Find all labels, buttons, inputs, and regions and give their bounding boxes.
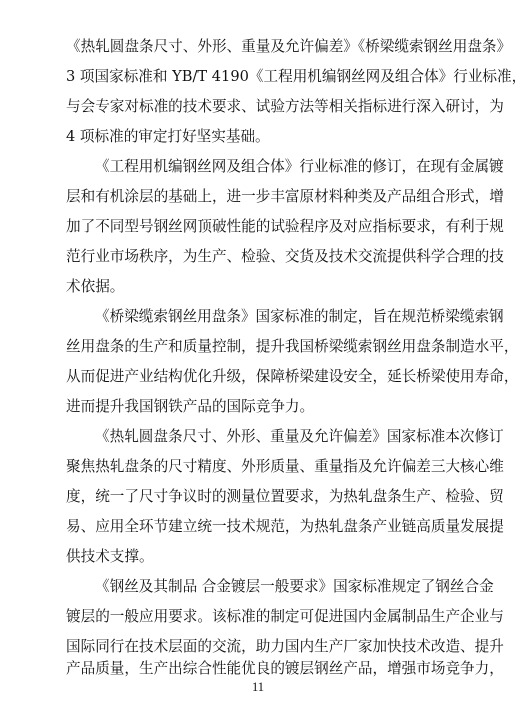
- text-line: 加了不同型号钢丝网顶破性能的试验程序及对应指标要求，有利于规: [66, 218, 504, 235]
- paragraph-first-line: 《钢丝及其制品 合金镀层一般要求》国家标准规定了钢丝合金: [95, 578, 494, 595]
- text-line: 进而提升我国钢铁产品的国际竞争力。: [66, 398, 315, 415]
- text-line: 与会专家对标准的技术要求、试验方法等相关指标进行深入研讨，为: [66, 98, 504, 115]
- text-line: 镀层的一般应用要求。该标准的制定可促进国内金属制品生产企业与: [66, 608, 504, 625]
- page-number: 11: [251, 680, 265, 694]
- paragraph-first-line: 《工程用机编钢丝网及组合体》行业标准的修订，在现有金属镀: [95, 158, 504, 175]
- text-line: 3 项国家标准和 YB/T 4190《工程用机编钢丝网及组合体》行业标准，: [66, 68, 526, 85]
- text-line: 范行业市场秩序，为生产、检验、交货及技术交流提供科学合理的技: [66, 248, 504, 265]
- text-line: 聚焦热轧盘条的尺寸精度、外形质量、重量指及允许偏差三大核心维: [66, 458, 504, 475]
- text-line: 丝用盘条的生产和质量控制，提升我国桥梁缆索钢丝用盘条制造水平，: [66, 338, 519, 355]
- text-line: 从而促进产业结构优化升级，保障桥梁建设安全，延长桥梁使用寿命，: [66, 368, 519, 385]
- text-line: 4 项标准的审定打好坚实基础。: [66, 128, 270, 145]
- text-line: 产品质量，生产出综合性能优良的镀层钢丝产品，增强市场竞争力，: [66, 660, 504, 677]
- text-line: 术依据。: [66, 278, 125, 295]
- text-line: 《热轧圆盘条尺寸、外形、重量及允许偏差》《桥梁缆索钢丝用盘条》: [66, 38, 512, 55]
- text-line: 国际同行在技术层面的交流，助力国内生产厂家加快技术改造、提升: [66, 638, 504, 655]
- text-line: 层和有机涂层的基础上，进一步丰富原材料种类及产品组合形式，增: [66, 188, 504, 205]
- text-line: 供技术支撑。: [66, 548, 154, 565]
- text-line: 易、应用全环节建立统一技术规范，为热轧盘条产业链高质量发展提: [66, 518, 504, 535]
- paragraph-first-line: 《桥梁缆索钢丝用盘条》国家标准的制定，旨在规范桥梁缆索钢: [95, 308, 504, 325]
- text-line: 度，统一了尺寸争议时的测量位置要求，为热轧盘条生产、检验、贸: [66, 488, 504, 505]
- paragraph-first-line: 《热轧圆盘条尺寸、外形、重量及允许偏差》国家标准本次修订: [95, 428, 504, 445]
